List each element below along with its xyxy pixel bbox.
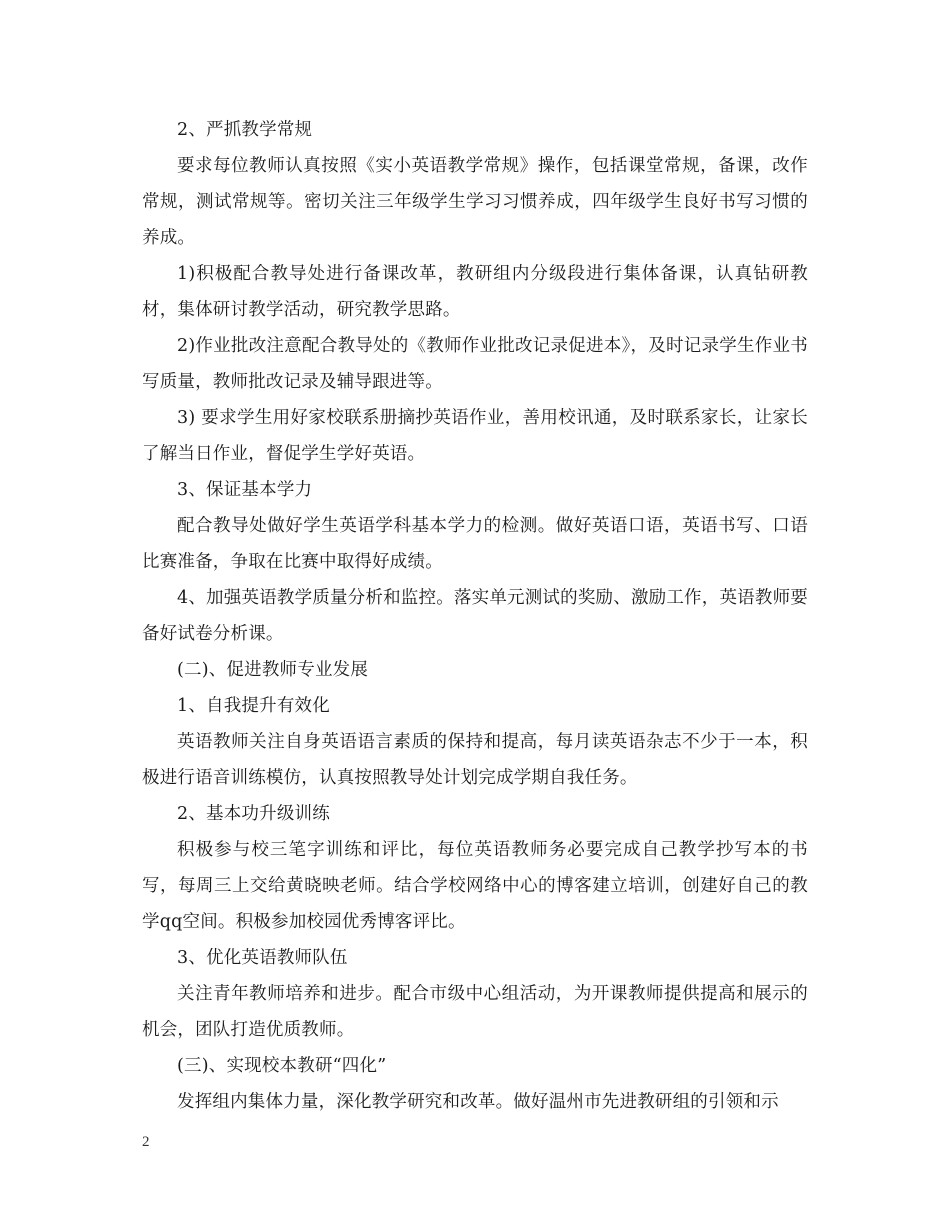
section-heading: 2、严抓教学常规 xyxy=(177,120,313,140)
body-paragraph: 配合教导处做好学生英语学科基本学力的检测。做好英语口语，英语书写、口语比赛准备，争取在比赛中取得好成绩。 xyxy=(142,516,808,572)
body-paragraph: 关注青年教师培养和进步。配合市级中心组活动，为开课教师提供提高和展示的机会，团队打造优质教师。 xyxy=(142,984,808,1040)
section-heading: 3、保证基本学力 xyxy=(177,480,313,500)
body-paragraph: 2)作业批改注意配合教导处的《教师作业批改记录促进本》，及时记录学生作业书写质量，教师批改记录及辅导跟进等。 xyxy=(142,336,808,392)
body-paragraph: 4、加强英语教学质量分析和监控。落实单元测试的奖励、激励工作，英语教师要备好试卷分析课。 xyxy=(142,588,808,644)
body-paragraph: 1)积极配合教导处进行备课改革，教研组内分级段进行集体备课，认真钻研教材，集体研讨教学活动，研究教学思路。 xyxy=(142,264,808,320)
section-heading: (二)、促进教师专业发展 xyxy=(177,660,369,680)
body-paragraph: 3) 要求学生用好家校联系册摘抄英语作业，善用校讯通，及时联系家长，让家长了解当日作业，督促学生学好英语。 xyxy=(142,408,808,464)
document-body xyxy=(142,112,808,1120)
subsection-heading: 1、自我提升有效化 xyxy=(177,696,330,716)
subsection-heading: 2、基本功升级训练 xyxy=(177,804,330,824)
page-number: 2 xyxy=(142,1134,150,1150)
body-paragraph: 发挥组内集体力量，深化教学研究和改革。做好温州市先进教研组的引领和示 xyxy=(177,1092,779,1112)
body-paragraph: 积极参与校三笔字训练和评比，每位英语教师务必要完成自己教学抄写本的书写，每周三上交给黄晓映老师。结合学校网络中心的博客建立培训，创建好自己的教学qq空间。积极参加校园优秀博客评比。 xyxy=(142,840,808,932)
body-paragraph: 英语教师关注自身英语语言素质的保持和提高，每月读英语杂志不少于一本，积极进行语音训练模仿，认真按照教导处计划完成学期自我任务。 xyxy=(142,732,808,788)
body-paragraph: 要求每位教师认真按照《实小英语教学常规》操作，包括课堂常规，备课，改作常规，测试常规等。密切关注三年级学生学习习惯养成，四年级学生良好书写习惯的养成。 xyxy=(142,156,808,248)
subsection-heading: 3、优化英语教师队伍 xyxy=(177,948,348,968)
section-heading: (三)、实现校本教研“四化” xyxy=(177,1056,387,1076)
